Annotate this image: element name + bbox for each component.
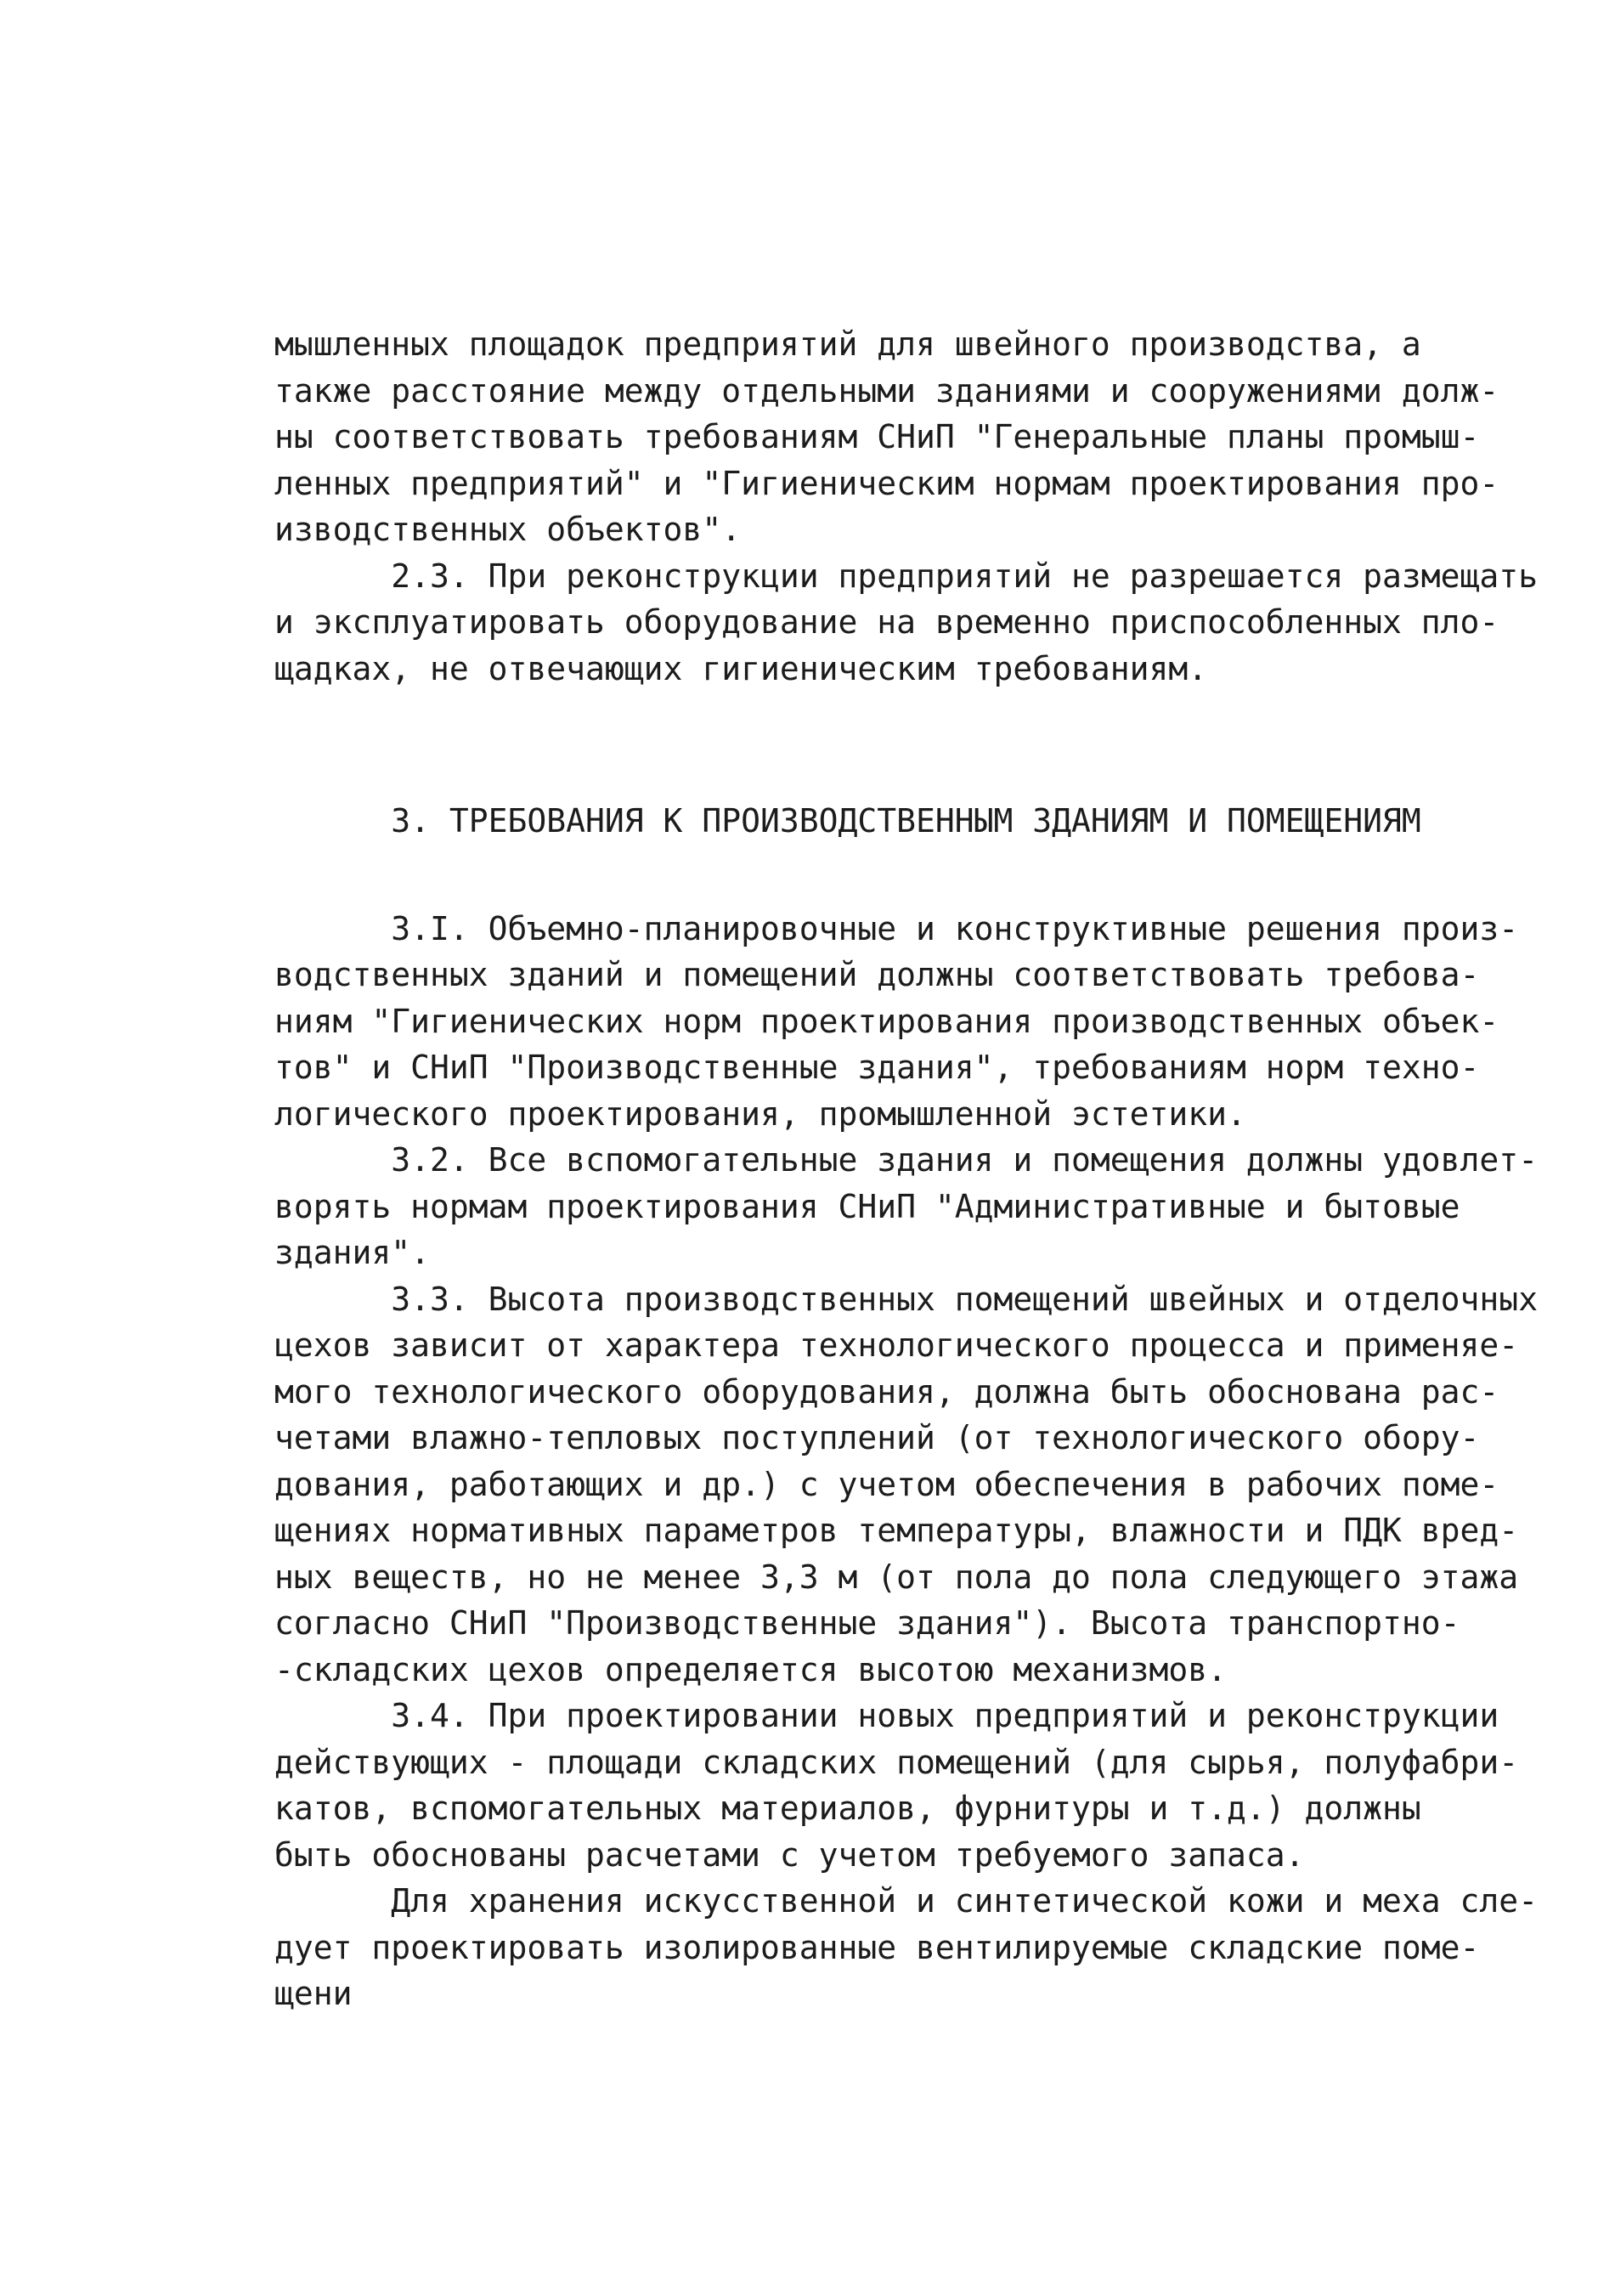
text-line: катов, вспомогательных материалов, фурнитуры и т.д.) должны xyxy=(274,1790,1421,1827)
text-line: ворять нормам проектирования СНиП "Административные и бытовые xyxy=(274,1187,1460,1225)
text-line: цехов зависит от характера технологического процесса и применяе- xyxy=(274,1326,1519,1364)
text-line: ных веществ, но не менее 3,3 м (от пола до пола следующего этажа xyxy=(274,1558,1519,1596)
text-line: логического проектирования, промышленной эстетики. xyxy=(274,1094,1246,1133)
section-3-body xyxy=(274,906,1539,2017)
text-line: дует проектировать изолированные вентилируемые складские поме- xyxy=(274,1928,1480,1966)
paragraph-3-3-start: 3.3. Высота производственных помещений швейных и отделочных xyxy=(274,1280,1539,1318)
text-line: согласно СНиП "Производственные здания"). Высота транспортно- xyxy=(274,1604,1460,1642)
text-line: мого технологического оборудования, должна быть обоснована рас- xyxy=(274,1372,1499,1411)
document-body xyxy=(274,321,1539,2017)
paragraph-2-3-start: 2.3. При реконструкции предприятий не разрешается размещать xyxy=(274,557,1539,595)
text-line: щени xyxy=(274,1975,353,2012)
spacer xyxy=(274,692,1506,798)
text-line: также расстояние между отдельными зданиями и сооружениями долж- xyxy=(274,371,1499,410)
text-line: щадках, не отвечающих гигиеническим требованиям. xyxy=(274,649,1208,687)
text-line: и эксплуатировать оборудование на временно приспособленных пло- xyxy=(274,603,1499,641)
paragraph-3-1-start: 3.I. Объемно-планировочные и конструктивные решения произ- xyxy=(274,909,1519,947)
text-line: быть обоснованы расчетами с учетом требуемого запаса. xyxy=(274,1835,1305,1874)
text-line: ленных предприятий" и "Гигиеническим нормам проектирования про- xyxy=(274,464,1499,502)
paragraph-3-4-start: 3.4. При проектировании новых предприятий и реконструкции xyxy=(274,1697,1499,1734)
text-line: ниям "Гигиенических норм проектирования производственных объек- xyxy=(274,1002,1499,1040)
text-line: здания". xyxy=(274,1234,431,1271)
text-line: действующих - площади складских помещений (для сырья, полуфабри- xyxy=(274,1743,1519,1781)
text-line: водственных зданий и помещений должны соответствовать требова- xyxy=(274,956,1480,993)
text-line: мышленных площадок предприятий для швейного производства, а xyxy=(274,325,1421,363)
text-line: тов" и СНиП "Производственные здания", требованиям норм техно- xyxy=(274,1049,1480,1086)
text-line: дования, работающих и др.) с учетом обеспечения в рабочих поме- xyxy=(274,1465,1499,1503)
text-line: четами влажно-тепловых поступлений (от технологического обору- xyxy=(274,1419,1480,1456)
section-2-continuation xyxy=(274,321,1539,692)
section-3-heading: 3. ТРЕБОВАНИЯ К ПРОИЗВОДСТВЕННЫМ ЗДАНИЯМ И ПОМЕЩЕНИЯМ xyxy=(274,802,1421,840)
paragraph-3-2-start: 3.2. Все вспомогательные здания и помещения должны удовлет- xyxy=(274,1141,1539,1179)
text-line: -складских цехов определяется высотою механизмов. xyxy=(274,1650,1228,1688)
text-line: изводственных объектов". xyxy=(274,511,742,548)
text-line: ны соответствовать требованиям СНиП "Генеральные планы промыш- xyxy=(274,418,1480,455)
paragraph-storage-start: Для хранения искусственной и синтетической кожи и меха сле- xyxy=(274,1882,1539,1920)
spacer xyxy=(274,845,1506,906)
text-line: щениях нормативных параметров температуры, влажности и ПДК вред- xyxy=(274,1512,1519,1549)
